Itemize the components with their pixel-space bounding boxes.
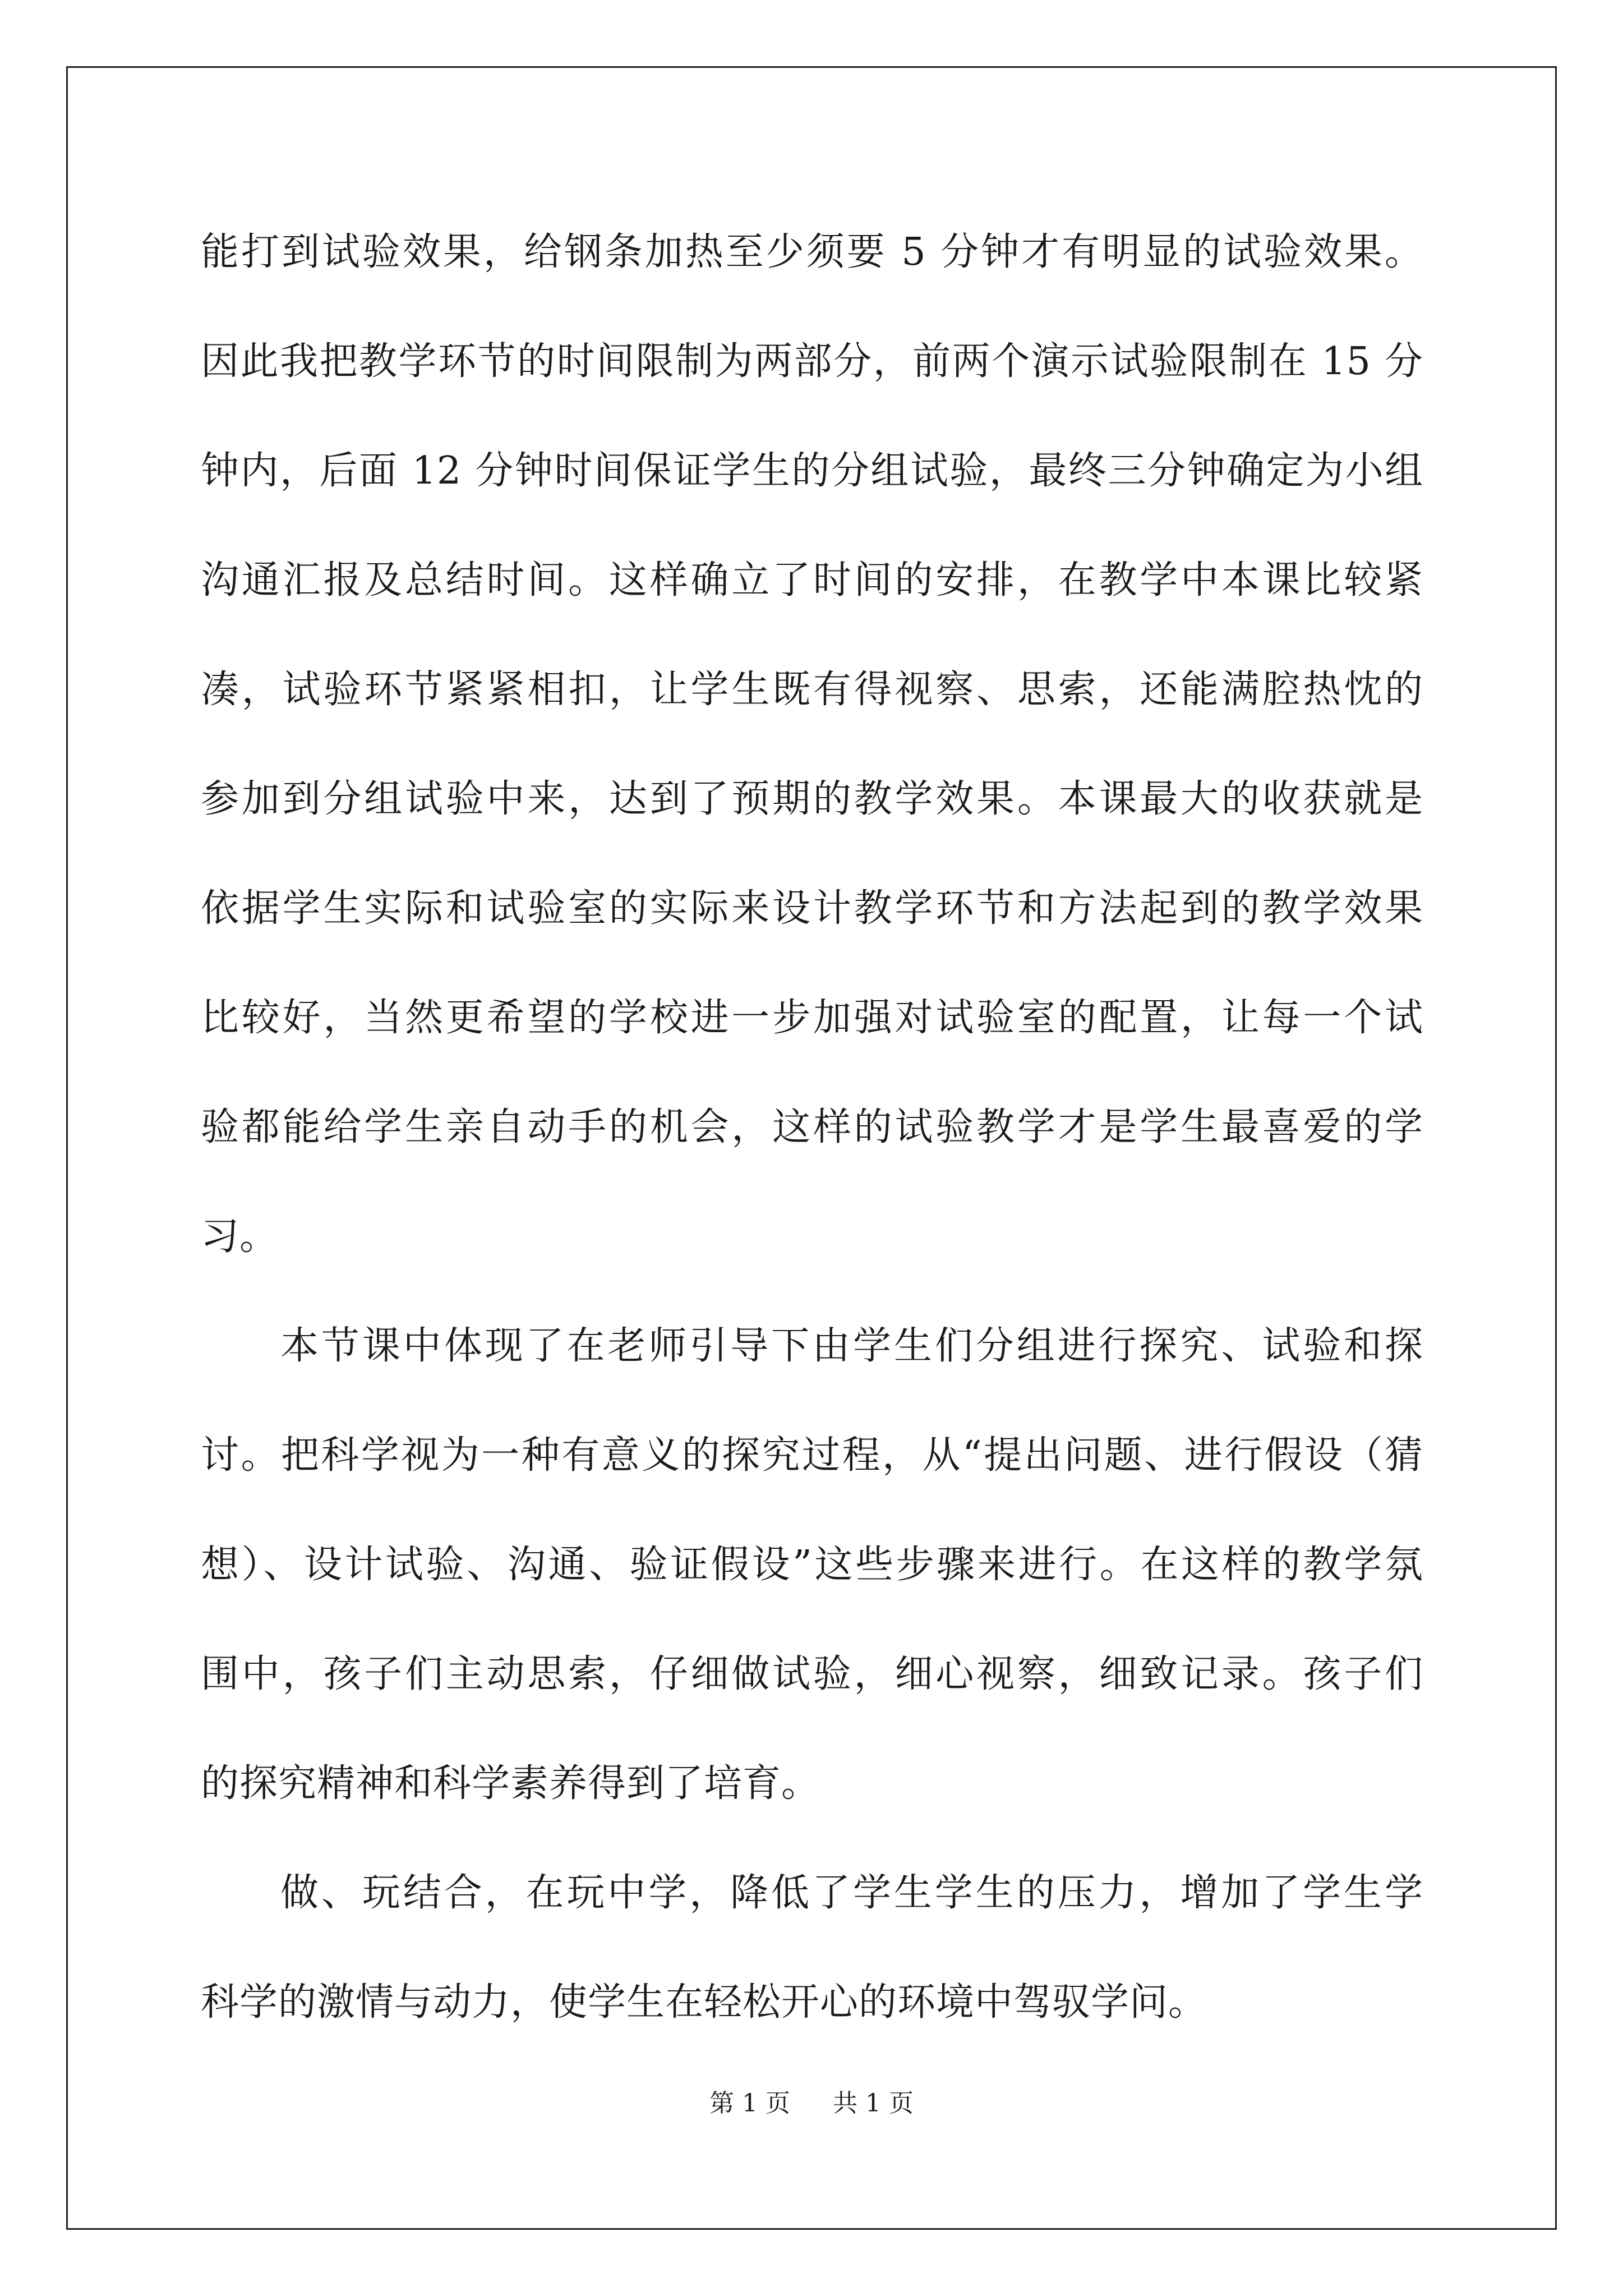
page-footer [0,2087,1623,2120]
text-line: 依据学生实际和试验室的实际来设计教学环节和方法起到的教学效果 [201,886,1423,931]
page-total: 共 1 页 [833,2089,914,2118]
text-line: 因此我把教学环节的时间限制为两部分，前两个演示试验限制在 15 分 [201,339,1423,384]
text-line: 能打到试验效果，给钢条加热至少须要 5 分钟才有明显的试验效果。 [201,230,1423,274]
text-line: 参加到分组试验中来，达到了预期的教学效果。本课最大的收获就是 [201,777,1423,821]
text-line: 讨。把科学视为一种有意义的探究过程，从“提出问题、进行假设（猜 [201,1433,1423,1478]
text-line: 的探究精神和科学素养得到了培育。 [201,1761,820,1806]
text-line: 验都能给学生亲自动手的机会，这样的试验教学才是学生最喜爱的学 [201,1105,1423,1149]
text-line: 科学的激情与动力，使学生在轻松开心的环境中驾驭学问。 [201,1980,1207,2024]
text-line: 习。 [201,1214,279,1259]
paragraph-first-line: 做、玩结合，在玩中学，降低了学生学生的压力，增加了学生学 [280,1871,1423,1915]
text-line: 想）、设计试验、沟通、验证假设”这些步骤来进行。在这样的教学氛 [201,1543,1423,1587]
text-line: 钟内，后面 12 分钟时间保证学生的分组试验，最终三分钟确定为小组 [201,449,1423,493]
text-line: 沟通汇报及总结时间。这样确立了时间的安排，在教学中本课比较紧 [201,558,1423,602]
text-line: 比较好，当然更希望的学校进一步加强对试验室的配置，让每一个试 [201,996,1423,1040]
text-line: 围中，孩子们主动思索，仔细做试验，细心视察，细致记录。孩子们 [201,1652,1423,1696]
document-body [201,197,1423,2057]
page-number: 第 1 页 [709,2089,790,2118]
paragraph-first-line: 本节课中体现了在老师引导下由学生们分组进行探究、试验和探 [280,1324,1423,1368]
text-line: 凑，试验环节紧紧相扣，让学生既有得视察、思索，还能满腔热忱的 [201,668,1423,712]
